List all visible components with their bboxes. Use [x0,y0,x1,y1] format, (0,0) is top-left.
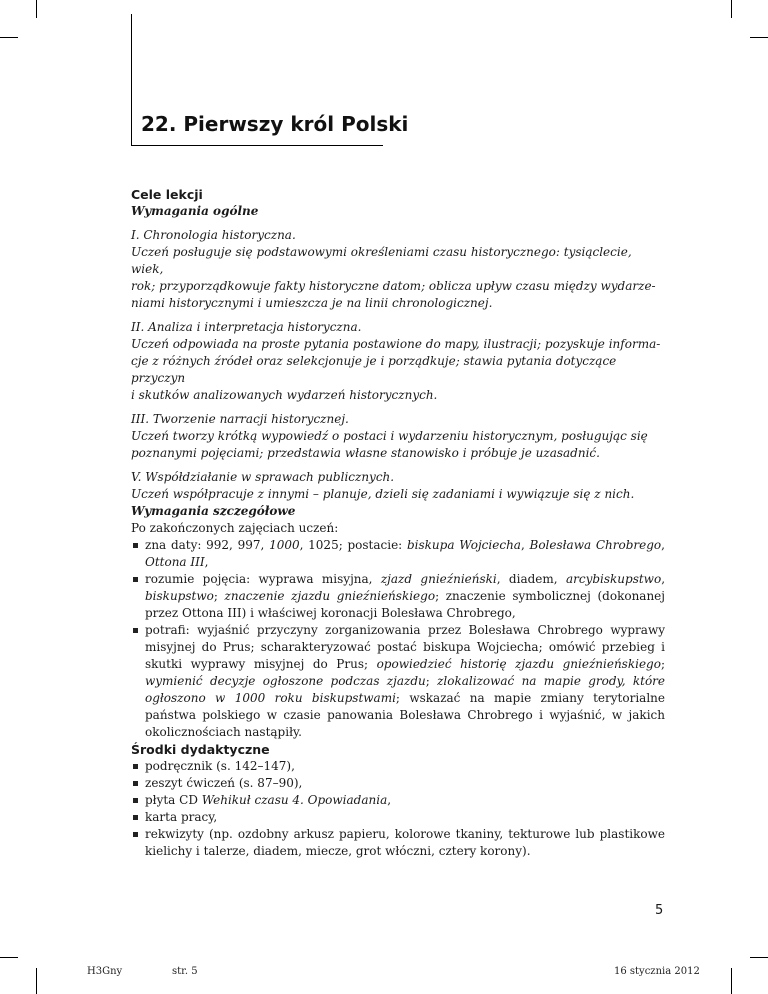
detailed-requirement-item [131,571,665,622]
text-run: opowiedzieć historię zjazdu gnieźnieńskiego [376,657,661,671]
crop-mark [0,957,18,958]
text-run: biskupa Wojciecha [406,538,521,552]
detailed-requirement-item [131,537,665,571]
crop-mark [36,0,37,18]
text-run: 1000 [269,538,300,552]
text-run: ; [425,674,438,688]
teaching-means-item [131,758,665,775]
text-run: karta pracy, [145,810,218,824]
general-requirement-title: III. Tworzenie narracji historycznej. [131,412,349,426]
text-run: Bolesława Chrobrego [529,538,662,552]
text-run: zjazd gnieźnieński [380,572,497,586]
text-run: ; znaczenie symbolicznej (dokonanej przez Ottona III) i właściwej koronacji Bolesława Chrobrego, [145,589,666,620]
crop-mark [750,957,768,958]
crop-mark [750,37,768,38]
text-run: , [661,538,665,552]
text-run: ; [213,589,225,603]
text-run: , 1025; postacie: [299,538,407,552]
general-requirement [131,227,665,312]
detailed-requirements-list [131,537,665,741]
general-requirement-line: Uczeń odpowiada na proste pytania postawione do mapy, ilustracji; pozyskuje informa- [131,337,661,351]
general-requirement-line: Uczeń tworzy krótką wypowiedź o postaci i wydarzeniu historycznym, posługując się [131,429,648,443]
text-run: znaczenie zjazdu gnieźnieńskiego [224,589,436,603]
general-requirement-title: II. Analiza i interpretacja historyczna. [131,320,362,334]
detailed-intro: Po zakończonych zajęciach uczeń: [131,521,339,535]
text-run: , [661,572,666,586]
crop-mark [731,0,732,18]
means-heading: Środki dydaktyczne [131,742,270,757]
crop-mark [0,37,18,38]
general-requirement [131,411,665,462]
general-requirement-title: V. Współdziałanie w sprawach publicznych. [131,470,395,484]
general-requirements [131,227,665,503]
text-run: zeszyt ćwiczeń (s. 87–90), [145,776,303,790]
teaching-means-item [131,809,665,826]
title-rule-vertical [131,14,132,146]
teaching-means-item [131,792,665,809]
text-run: , diadem, [496,572,566,586]
teaching-means-item [131,775,665,792]
text-run: potrafi: wyjaśnić przyczyny zorganizowania przez Bolesława Chrobrego wyprawy misyjnej do Prus; scharakteryzować postać biskupa Wojciecha; omówić przebieg i skutki wyprawy misyjnej do Prus; [145,623,665,671]
general-heading: Wymagania ogólne [131,204,259,218]
general-requirement-line: Uczeń posługuje się podstawowymi określeniami czasu historycznego: tysiąclecie, wiek, [131,245,632,276]
text-run: arcybiskupstwo [565,572,662,586]
general-requirement [131,469,665,503]
page-title: 22. Pierwszy król Polski [141,112,409,136]
goals-heading: Cele lekcji [131,187,203,202]
text-run: podręcznik (s. 142–147), [145,759,295,773]
text-run: biskupstwo [145,589,214,603]
text-run: Wehikuł czasu 4. Opowiadania [201,793,388,807]
general-requirement [131,319,665,404]
general-requirement-line: Uczeń współpracuje z innymi – planuje, dzieli się zadaniami i wywiązuje się z nich. [131,487,635,501]
text-run: rozumie pojęcia: wyprawa misyjna, [145,572,381,586]
general-requirement-line: niami historycznymi i umieszcza je na linii chronologicznej. [131,296,493,310]
text-run: ; [660,657,665,671]
general-requirement-line: rok; przyporządkowuje fakty historyczne datom; oblicza upływ czasu między wydarze- [131,279,656,293]
teaching-means-list [131,758,665,860]
text-run: płyta CD [145,793,202,807]
footer-page: str. 5 [172,966,198,977]
crop-mark [36,968,37,994]
general-requirement-title: I. Chronologia historyczna. [131,228,296,242]
teaching-means-item [131,826,665,860]
title-rule-horizontal [131,145,383,146]
footer-file: H3Gny [87,966,123,977]
text-run: , [387,793,392,807]
page-number: 5 [655,903,664,918]
crop-mark [731,968,732,994]
text-run: zna daty: 992, 997, [145,538,270,552]
text-run: rekwizyty (np. ozdobny arkusz papieru, kolorowe tkaniny, tekturowe lub plastikowe kielichy i talerze, diadem, miecze, grot włóczni, cztery korony). [145,827,665,858]
detailed-heading: Wymagania szczegółowe [131,504,296,518]
general-requirement-line: cje z różnych źródeł oraz selekcjonuje je i porządkuje; stawia pytania dotyczące przyczyn [131,354,617,385]
text-run: wymienić decyzje ogłoszone podczas zjazdu [145,674,426,688]
text-run: , [520,538,530,552]
general-requirement-line: poznanymi pojęciami; przedstawia własne stanowisko i próbuje je uzasadnić. [131,446,600,460]
text-run: , [204,555,209,569]
detailed-requirement-item [131,622,665,741]
lesson-content [131,186,665,860]
text-run: Ottona III [145,555,205,569]
general-requirement-line: i skutków analizowanych wydarzeń historycznych. [131,388,438,402]
footer-date: 16 stycznia 2012 [614,966,700,977]
text-run: ; wskazać na mapie zmiany terytorialne państwa polskiego w czasie panowania Bolesława Chrobrego i wyjaśnić, w jakich okolicznościach nastąpiły. [145,691,665,739]
text-run: zlokalizować na mapie grody, które ogłoszono w 1000 roku biskupstwami [145,674,666,705]
